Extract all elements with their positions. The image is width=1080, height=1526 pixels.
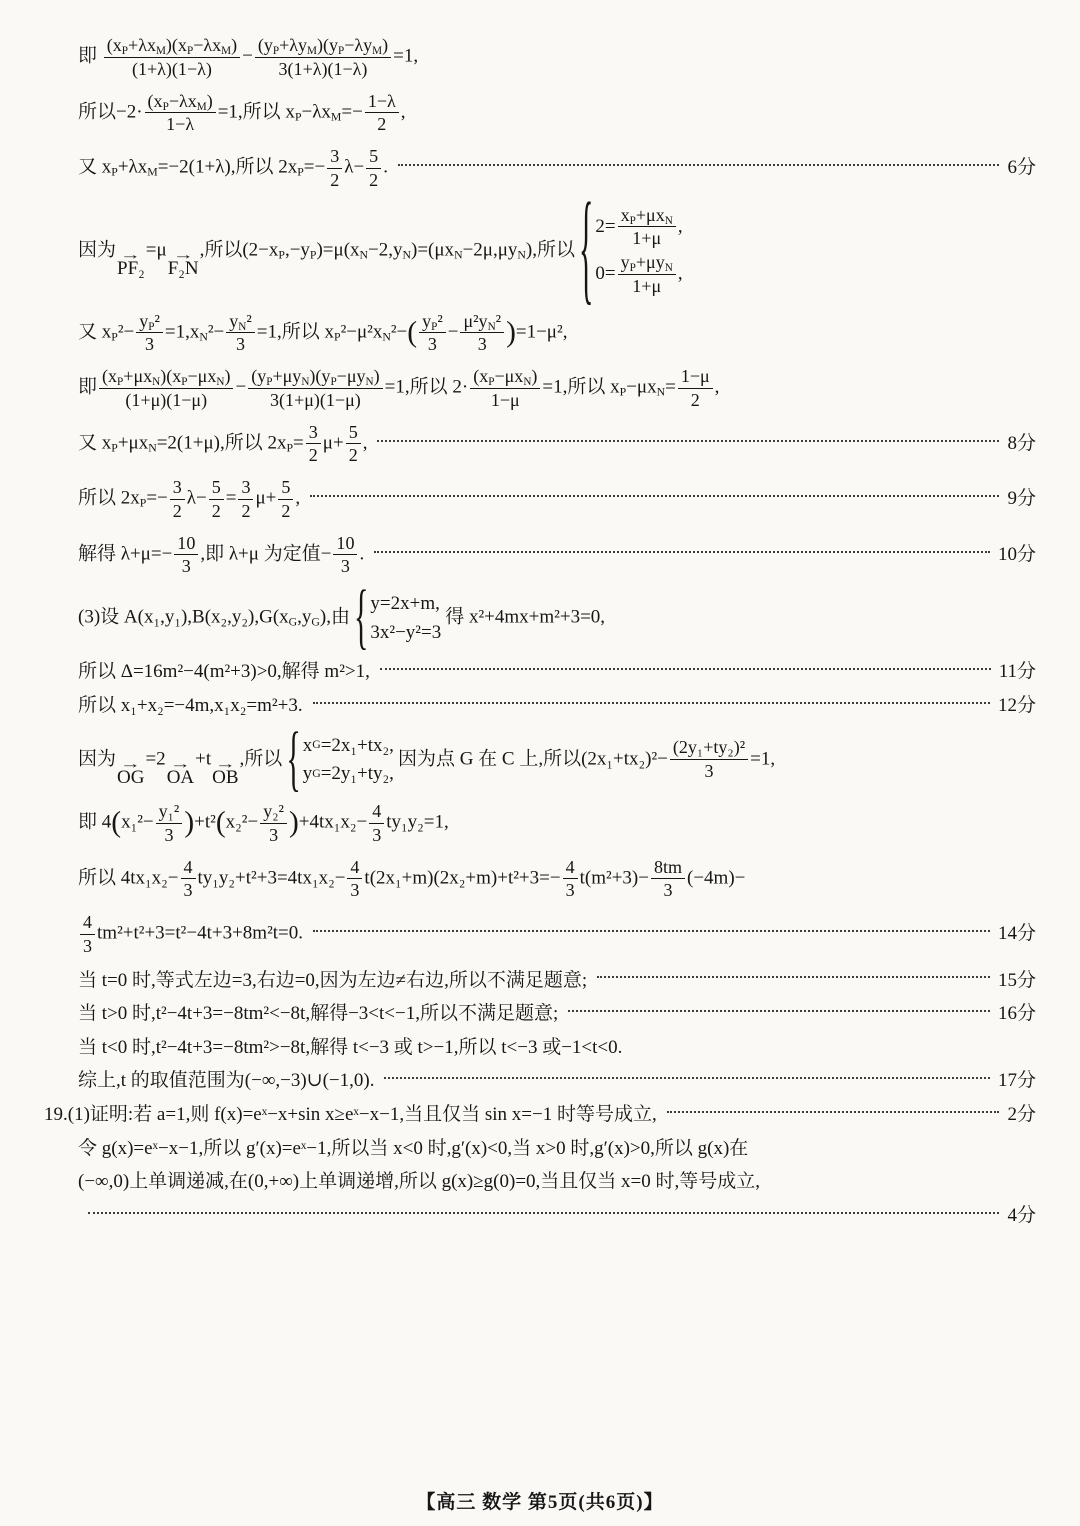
line-content: 所以 $2x_P=-$ $\frac{3}{2}$ λ− $\frac{5}{2}$ = $\frac{3}{2}$ μ+ $\frac{5}{2}$ , [78, 477, 301, 521]
line-content: 所以 x₁+x₂=−4m,x₁x₂=m²+3. [78, 694, 303, 716]
fraction [365, 91, 399, 136]
fraction-numerator: 4 [347, 857, 362, 880]
fraction [419, 311, 446, 356]
line-content: 当 t<0 时,t²−4t+3=−8tm²>−8t,解得 t<−3 或 t>−1,所以 t<−3 或−1<t<0. [78, 1036, 623, 1058]
fraction [209, 477, 224, 522]
dotted-leader [313, 702, 990, 704]
math-line [78, 1203, 1036, 1229]
subscript: N [402, 247, 411, 261]
fraction-numerator: 4 [563, 857, 578, 880]
fraction-numerator: $(x_P-\lambda x_M)$ [145, 91, 216, 114]
fraction-denominator: 1+μ [632, 228, 662, 249]
fraction-numerator: 8tm [651, 857, 685, 880]
fraction-numerator: $(x_P+\mu x_N)(x_P-\mu x_N)$ [99, 366, 233, 389]
subscript: P [111, 165, 118, 179]
subscript: P [139, 496, 147, 510]
fraction [618, 205, 676, 250]
vector-body: F₂N [167, 257, 199, 279]
dotted-leader [597, 976, 990, 978]
cases-brace: { [578, 179, 594, 318]
fraction [181, 857, 196, 902]
fraction-numerator: 4 [80, 912, 95, 935]
subscript: N [523, 375, 532, 388]
math-line [78, 659, 1036, 685]
fraction-denominator: 1+μ [632, 275, 662, 296]
fraction [366, 146, 381, 191]
line-content: $\frac{4}{3}$ tm²+t²+3=t²−4t+3+8m²t=0. [78, 912, 303, 957]
subscript: M [307, 44, 317, 57]
fraction-denominator: (1+λ)(1−λ) [131, 58, 212, 79]
subscript: M [147, 165, 158, 179]
page-footer [0, 1487, 1080, 1514]
big-paren: ) [506, 316, 516, 349]
line-content: 又 $x_P^2-$ $\frac{y_P^2}{3}$ $=1,x_N^2-$ $\frac{y_N^2}{3}$ =1,所以 $x_P^2-\mu^2x_N^2-$( $\frac{y_P^2}{3}$ − $\frac{\mu^2y_N^2}{3}$ )=1−μ², [78, 310, 568, 355]
math-line [78, 35, 1036, 80]
subscript: N [487, 320, 496, 333]
dotted-leader [313, 930, 990, 932]
math-line [78, 91, 1036, 136]
dotted-leader [377, 440, 999, 442]
score-label: 2分 [1007, 1104, 1036, 1126]
fraction-denominator: (1+μ)(1−μ) [125, 389, 208, 410]
fraction-denominator: 3 [565, 880, 575, 901]
fraction-denominator: 2 [330, 169, 340, 190]
subscript: N [152, 375, 161, 388]
score-label: 14分 [997, 923, 1036, 945]
vector-arrow-icon: → [120, 246, 142, 262]
subscript: P [272, 44, 280, 57]
fraction-denominator: 3 [704, 761, 714, 782]
fraction [347, 857, 362, 902]
subscript: P [162, 100, 169, 113]
subscript: N [656, 385, 666, 399]
solution-lines [44, 35, 1036, 1229]
fraction-denominator: 2 [377, 114, 387, 135]
fraction [278, 477, 293, 522]
fraction [651, 857, 685, 902]
subscript: N [359, 247, 369, 261]
subscript: P [619, 385, 627, 399]
subscript: N [454, 247, 463, 261]
fraction-numerator: 3 [327, 146, 342, 169]
math-line [78, 1169, 1036, 1195]
dotted-leader [568, 1010, 990, 1012]
math-line [78, 146, 1036, 191]
line-content: 即 $\frac{(x_P+\lambda x_M)(x_P-\lambda x_M)}{(1+\lambda)(1-\lambda)}$ − $\frac{(y_P+\lambda y_M)(y_P-\lambda y_M)}{3(1+\lambda)(1-\lambda)}$ =1, [78, 35, 419, 79]
subscript: M [155, 44, 166, 57]
fraction-numerator: 1−μ [678, 366, 713, 389]
math-line [78, 366, 1036, 411]
big-paren: ( [215, 806, 226, 839]
subscript: N [664, 261, 673, 274]
subscript: P [266, 375, 273, 388]
cases-rows [303, 733, 394, 787]
fraction-numerator: $(x_P+\lambda x_M)(x_P-\lambda x_M)$ [104, 35, 240, 58]
fraction-numerator: 1−λ [365, 91, 399, 114]
dotted-leader [384, 1077, 990, 1079]
fraction-denominator: 3 [164, 824, 174, 845]
fraction [369, 801, 384, 846]
fraction [460, 311, 504, 356]
fraction-denominator: 1−μ [490, 389, 520, 410]
fraction-denominator: 2 [241, 500, 251, 521]
subscript: N [517, 247, 526, 261]
subscript: P [629, 261, 636, 274]
score-label: 17分 [997, 1070, 1036, 1092]
cases-row: 2= $\frac{x_P+\mu x_N}{1+\mu}$ , [595, 204, 683, 249]
fraction [333, 533, 357, 578]
score-label: 11分 [998, 661, 1036, 683]
subscript: P [334, 330, 341, 344]
subscript: N [238, 320, 247, 333]
cases-brace: { [353, 576, 369, 658]
fraction [238, 477, 253, 522]
vector-arrow-icon: → [170, 756, 191, 772]
subscript: M [372, 44, 383, 57]
score-label: 9分 [1007, 488, 1036, 510]
fraction-denominator: 3 [83, 935, 93, 956]
big-paren: ( [407, 316, 418, 349]
score-label: 16分 [997, 1003, 1036, 1025]
fraction [99, 366, 233, 411]
math-line [44, 1102, 1036, 1128]
dotted-leader [310, 495, 999, 497]
fraction [670, 737, 748, 782]
cases-group [578, 179, 683, 318]
subscript: N [382, 330, 391, 344]
fraction-denominator: 2 [308, 445, 318, 466]
line-content: 又 $x_P+\mu x_N=2(1+\mu)$,所以 $2x_P=$ $\frac{3}{2}$ μ+ $\frac{5}{2}$ , [78, 421, 368, 466]
fraction [306, 422, 321, 467]
subscript: G [288, 615, 298, 629]
fraction [255, 35, 391, 80]
line-content: 令 g(x)=eˣ−x−1,所以 g′(x)=eˣ−1,所以当 x<0 时,g′(x)<0,当 x>0 时,g′(x)>0,所以 g(x)在 [78, 1137, 749, 1159]
fraction-numerator: 5 [346, 422, 361, 445]
dotted-leader [380, 668, 991, 670]
score-label: 4分 [1007, 1205, 1036, 1227]
fraction-numerator: (2y₁+ty₂)² [670, 737, 748, 760]
footer-text: 【高三 数学 第5页(共6页)】 [416, 1492, 664, 1513]
fraction [226, 311, 255, 356]
fraction-denominator: 2 [369, 169, 379, 190]
vector-body: OG [117, 767, 145, 789]
vector-body: OA [166, 767, 195, 789]
cases-row: y G =2y₁+ty₂, [302, 763, 394, 785]
vector-arrow-icon: → [172, 246, 194, 262]
fraction-numerator: 5 [366, 146, 381, 169]
fraction [327, 146, 342, 191]
fraction-denominator: 3 [145, 334, 155, 355]
subscript: P [181, 375, 188, 388]
math-line [78, 422, 1036, 467]
fraction-numerator: 5 [278, 477, 293, 500]
subscript: P [278, 247, 285, 261]
vector [166, 756, 195, 789]
math-line [78, 968, 1036, 994]
fraction-denominator: 3 [372, 824, 382, 845]
math-line [78, 1136, 1036, 1162]
math-line [78, 1001, 1036, 1027]
fraction-denominator: 3(1+μ)(1−μ) [270, 389, 361, 410]
fraction [678, 366, 713, 411]
line-content: 即 4(x₁²− $\frac{\text{y₁²}}{3}$ )+t²(x₂²− $\frac{\text{y₂²}}{3}$ )+4tx₁x₂− $\frac{4}{3}$ ty₁y₂=1, [78, 801, 449, 845]
score-label: 12分 [997, 694, 1036, 716]
fraction [104, 35, 240, 80]
line-content: 所以−2· $\frac{(x_P-\lambda x_M)}{1-\lambda}$ =1,所以 $x_P-\lambda x_M=-$ $\frac{1-\lambda}{2}$ , [78, 90, 406, 135]
math-line [78, 576, 1036, 658]
math-line [78, 477, 1036, 522]
vector [212, 756, 239, 789]
line-content: 当 t>0 时,t²−4t+3=−8tm²<−8t,解得−3<t<−1,所以不满足题意; [78, 1003, 559, 1025]
dotted-leader [374, 551, 990, 553]
subscript: P [629, 214, 636, 227]
fraction [174, 533, 198, 578]
line-content: 19.(1)证明:若 a=1,则 f(x)=eˣ−x+sin x≥eˣ−x−1,当且仅当 sin x=−1 时等号成立, [44, 1104, 657, 1126]
subscript: M [196, 100, 207, 113]
line-content: 所以 4tx₁x₂− $\frac{4}{3}$ ty₁y₂+t²+3=4tx₁x₂− $\frac{4}{3}$ t(2x₁+m)(2x₂+m)+t²+3=− $\frac{4}{3}$ t(m²+3)− $\frac{8tm}{3}$ (−4m)− [78, 856, 746, 901]
fraction-numerator: $y_P^2$ [419, 311, 446, 334]
math-line [78, 1035, 1036, 1061]
math-line [78, 718, 1036, 799]
big-paren: ) [184, 806, 195, 839]
subscript: P [148, 320, 155, 333]
fraction-denominator: 2 [690, 389, 700, 410]
line-content: 又 $x_P+\lambda x_M=-2(1+\lambda)$,所以 $2x_P=-$ $\frac{3}{2}$ λ− $\frac{5}{2}$ . [78, 146, 388, 190]
dotted-leader [398, 164, 1000, 166]
subscript: P [330, 375, 337, 388]
subscript: P [338, 44, 345, 57]
cases-row: x G =2x₁+tx₂, [302, 734, 394, 756]
math-line [78, 801, 1036, 846]
fraction-denominator: 3 [269, 824, 279, 845]
fraction-numerator: $y_N^2$ [226, 311, 255, 334]
fraction-denominator: 3 [350, 880, 360, 901]
subscript: G [311, 615, 320, 629]
fraction-numerator: y₁² [156, 801, 183, 824]
cases-rows [370, 591, 441, 645]
fraction [156, 801, 183, 846]
fraction-denominator: 1−λ [166, 114, 195, 135]
line-content: 因为 → PF₂ =μ → F₂N ,所以$(2-x_P,-y_P)=\mu(x_N-2,y_N)=(\mu x_N-2\mu,\mu y_N)$,所以 { 2= $\frac{x_P+\mu x_N}{1+\mu}$ , 0= $\frac{y_P+\mu y_N}{1+\mu}$ , [78, 179, 683, 318]
fraction-denominator: 3 [477, 334, 487, 355]
fraction [136, 311, 163, 356]
fraction [563, 857, 578, 902]
dotted-leader [88, 1212, 999, 1214]
subscript: N [216, 375, 225, 388]
subscript: N [664, 214, 673, 227]
math-line [78, 179, 1036, 318]
math-line [78, 693, 1036, 719]
fraction-denominator: 3 [427, 334, 437, 355]
fraction-denominator: 2 [348, 445, 358, 466]
fraction-numerator: 10 [333, 533, 357, 556]
cases-group [353, 576, 442, 658]
fraction-numerator: $y_P^2$ [136, 311, 163, 334]
fraction [80, 912, 95, 957]
subscript: P [117, 375, 124, 388]
math-line [78, 857, 1036, 902]
subscript: P [121, 44, 129, 57]
subscript: N [148, 441, 157, 455]
fraction [346, 422, 361, 467]
subscript: P [309, 247, 317, 261]
fraction [248, 366, 382, 411]
line-content: 解得 λ+μ=− $\frac{10}{3}$ ,即 λ+μ 为定值− $\frac{10}{3}$ . [78, 532, 365, 577]
subscript: M [221, 44, 232, 57]
fraction-denominator: 3(1+λ)(1−λ) [278, 58, 368, 79]
math-line [78, 1068, 1036, 1094]
vector [117, 756, 145, 789]
fraction-numerator: $(y_P+\mu y_N)(y_P-\mu y_N)$ [248, 366, 382, 389]
fraction-numerator: $(y_P+\lambda y_M)(y_P-\lambda y_M)$ [255, 35, 391, 58]
subscript: N [365, 375, 374, 388]
math-line [78, 311, 1036, 356]
fraction-numerator: 3 [306, 422, 321, 445]
fraction-denominator: 2 [211, 500, 221, 521]
subscript: P [186, 44, 194, 57]
math-line [78, 533, 1036, 578]
subscript: P [111, 330, 118, 344]
line-content: 当 t=0 时,等式左边=3,右边=0,因为左边≠右边,所以不满足题意; [78, 969, 588, 991]
vector-arrow-icon: → [120, 756, 142, 772]
fraction-numerator: 5 [209, 477, 224, 500]
subscript: P [297, 165, 304, 179]
line-content: 所以 Δ=16m²−4(m²+3)>0,解得 m²>1, [78, 661, 370, 683]
line-content: 综上,t 的取值范围为(−∞,−3)∪(−1,0). [78, 1070, 375, 1092]
big-paren: ( [111, 806, 122, 839]
vector-body: OB [212, 767, 239, 789]
fraction-numerator: $x_P+\mu x_N$ [618, 205, 676, 228]
fraction-denominator: 2 [172, 500, 182, 521]
score-label: 6分 [1007, 157, 1036, 179]
fraction-denominator: 3 [236, 334, 246, 355]
cases-brace: { [286, 718, 301, 799]
math-line [78, 912, 1036, 957]
fraction-denominator: 3 [181, 556, 191, 577]
vector-body: PF₂ [117, 257, 145, 279]
fraction-denominator: 3 [340, 556, 350, 577]
subscript: P [488, 375, 495, 388]
subscript: P [111, 441, 118, 455]
fraction-denominator: 3 [183, 880, 193, 901]
big-paren: ) [288, 806, 299, 839]
score-label: 8分 [1007, 432, 1036, 454]
fraction-denominator: 3 [663, 880, 673, 901]
fraction-numerator: $y_P+\mu y_N$ [618, 252, 676, 275]
dotted-leader [667, 1111, 1000, 1113]
score-label: 15分 [997, 969, 1036, 991]
subscript: P [431, 320, 438, 333]
fraction-numerator: 4 [369, 801, 384, 824]
subscript: M [330, 110, 342, 124]
fraction-numerator: 4 [181, 857, 196, 880]
fraction-numerator: 3 [238, 477, 253, 500]
vector [117, 246, 145, 279]
fraction-numerator: 10 [174, 533, 198, 556]
fraction [260, 801, 287, 846]
cases-row: y=2x+m, [370, 593, 440, 614]
fraction-numerator: $(x_P-\mu x_N)$ [470, 366, 540, 389]
cases-group [286, 718, 394, 799]
fraction-numerator: 3 [170, 477, 185, 500]
cases-rows [595, 205, 682, 297]
subscript: N [301, 375, 310, 388]
score-label: 10分 [997, 543, 1036, 565]
line-content: 即 $\frac{(x_P+\mu x_N)(x_P-\mu x_N)}{(1+\mu)(1-\mu)}$ − $\frac{(y_P+\mu y_N)(y_P-\mu y_N)}{3(1+\mu)(1-\mu)}$ =1,所以 2· $\frac{(x_P-\mu x_N)}{1-\mu}$ =1,所以 $x_P-\mu x_N=$ $\frac{1-\mu}{2}$ , [78, 366, 720, 410]
cases-row: 3x²−y²=3 [370, 621, 442, 643]
fraction [145, 91, 216, 136]
fraction-numerator: $\mu^2y_N^2$ [460, 311, 504, 334]
subscript: P [294, 110, 302, 124]
fraction [470, 366, 540, 411]
vector [167, 246, 199, 279]
line-content: (3)设 $A(x_1,y_1),B(x_2,y_2),G(x_G,y_G)$,由 { y=2x+m, 3x²−y²=3 得 x²+4mx+m²+3=0, [78, 576, 606, 658]
fraction-numerator: y₂² [260, 801, 287, 824]
fraction-denominator: 2 [281, 500, 291, 521]
vector-arrow-icon: → [214, 756, 236, 772]
subscript: P [286, 441, 294, 455]
line-content: 因为 → OG =2 → OA +t → OB ,所以 { x G =2x₁+tx₂, y G =2y₁+ty₂, 因为点 G 在 C 上,所以(2x₁+tx₂)²− $\frac{\text{(2y₁+ty₂)²}}{3}$ =1, [78, 718, 776, 799]
fraction [170, 477, 185, 522]
line-content: (−∞,0)上单调递减,在(0,+∞)上单调递增,所以 g(x)≥g(0)=0,当且仅当 x=0 时,等号成立, [78, 1171, 760, 1193]
fraction [618, 252, 676, 297]
cases-row: 0= $\frac{y_P+\mu y_N}{1+\mu}$ , [595, 252, 683, 296]
subscript: N [199, 330, 208, 344]
